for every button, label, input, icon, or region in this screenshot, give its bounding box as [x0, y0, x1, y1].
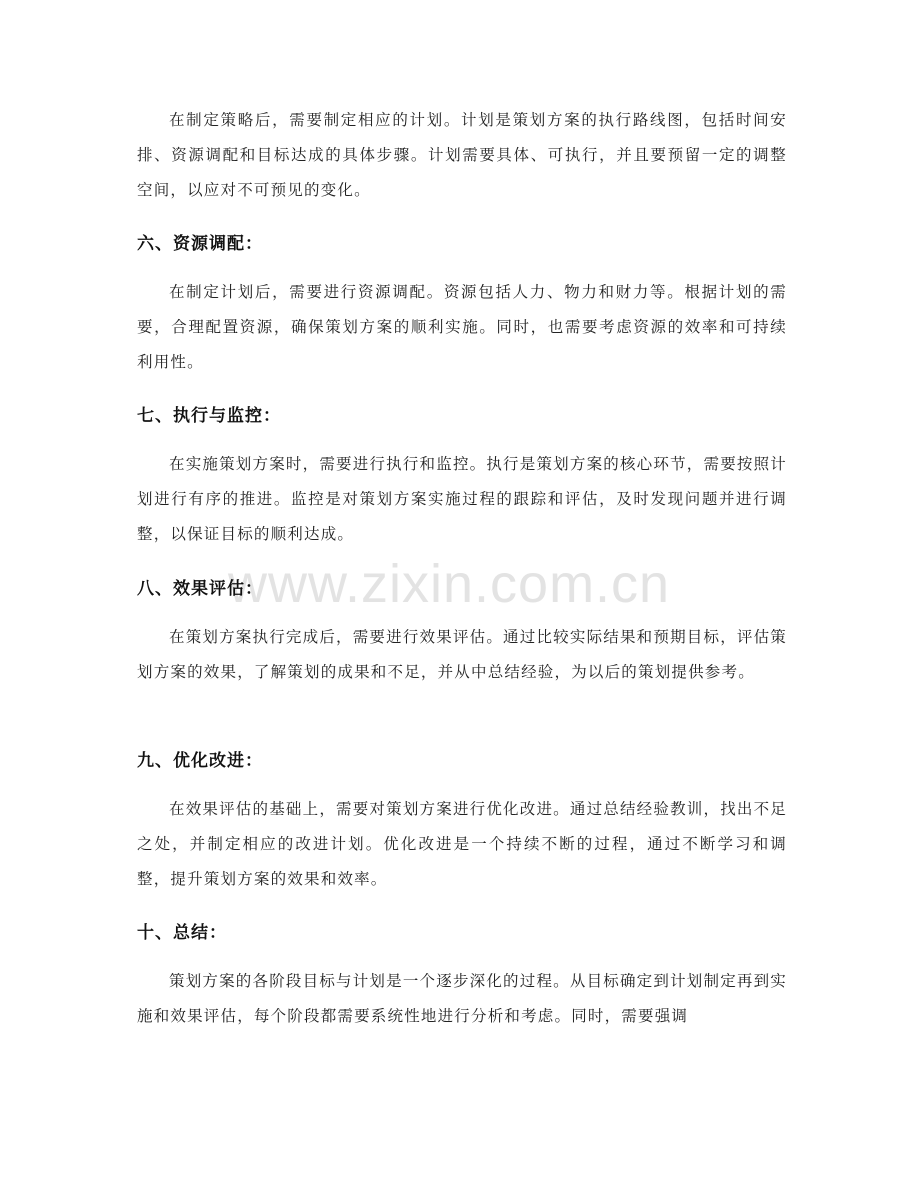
paragraph-execution-monitoring [137, 447, 787, 552]
paragraph-text: 在效果评估的基础上，需要对策划方案进行优化改进。通过总结经验教训，找出不足之处，并制定相应的改进计划。优化改进是一个持续不断的过程，通过不断学习和调整，提升策划方案的效果和效率。 [137, 800, 787, 888]
paragraph-resource-allocation [137, 275, 787, 380]
watermark: www.zixin.com.cn [228, 554, 671, 614]
heading-execution-monitoring: 七、执行与监控： [137, 406, 281, 426]
paragraph-optimization [137, 792, 787, 897]
paragraph-plan [137, 103, 787, 208]
heading-optimization: 九、优化改进： [137, 751, 263, 771]
paragraph-text: 策划方案的各阶段目标与计划是一个逐步深化的过程。从目标确定到计划制定再到实施和效果评估，每个阶段都需要系统性地进行分析和考虑。同时，需要强调 [137, 972, 787, 1025]
heading-resource-allocation: 六、资源调配： [137, 234, 263, 254]
paragraph-text: 在制定策略后，需要制定相应的计划。计划是策划方案的执行路线图，包括时间安排、资源调配和目标达成的具体步骤。计划需要具体、可执行，并且要预留一定的调整空间，以应对不可预见的变化。 [137, 111, 787, 199]
paragraph-summary [137, 964, 787, 1034]
paragraph-text: 在实施策划方案时，需要进行执行和监控。执行是策划方案的核心环节，需要按照计划进行有序的推进。监控是对策划方案实施过程的跟踪和评估，及时发现问题并进行调整，以保证目标的顺利达成。 [137, 455, 787, 543]
paragraph-text: 在策划方案执行完成后，需要进行效果评估。通过比较实际结果和预期目标，评估策划方案的效果，了解策划的成果和不足，并从中总结经验，为以后的策划提供参考。 [137, 628, 787, 681]
paragraph-text: 在制定计划后，需要进行资源调配。资源包括人力、物力和财力等。根据计划的需要，合理配置资源，确保策划方案的顺利实施。同时，也需要考虑资源的效率和可持续利用性。 [137, 283, 787, 371]
heading-effect-evaluation: 八、效果评估： [137, 579, 263, 599]
paragraph-effect-evaluation [137, 620, 787, 690]
heading-summary: 十、总结： [137, 923, 227, 943]
